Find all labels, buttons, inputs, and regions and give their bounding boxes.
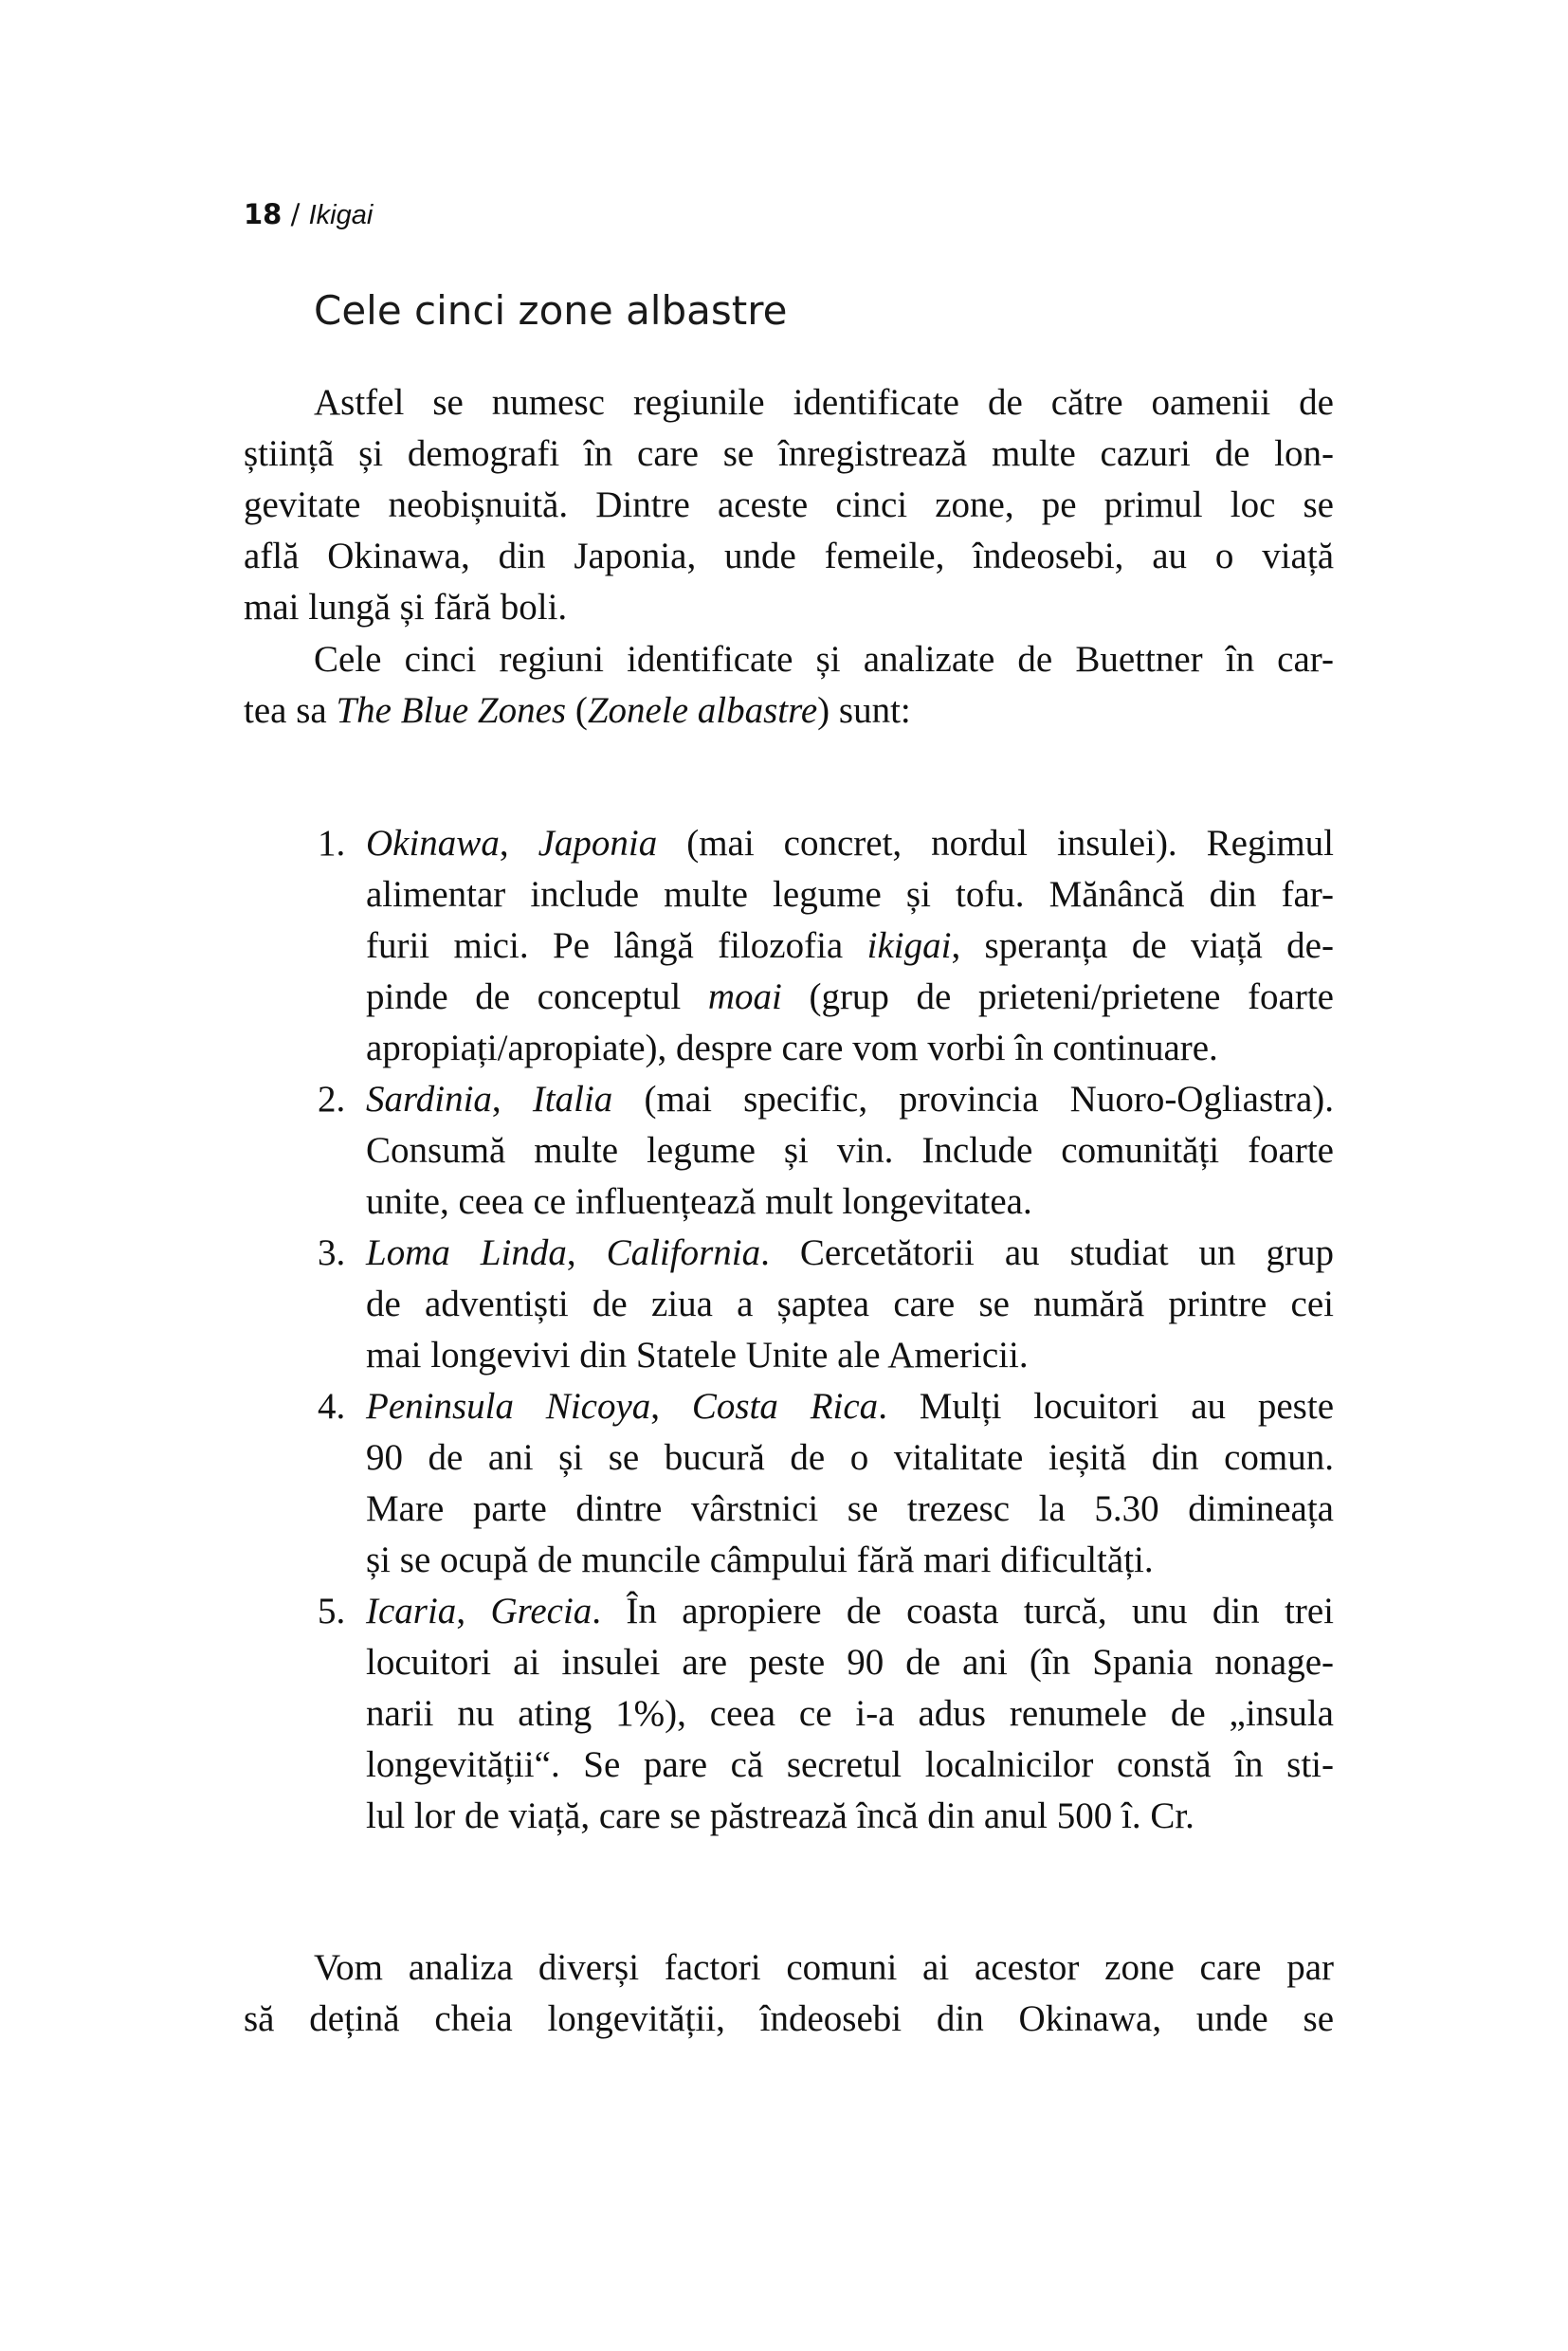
running-header	[244, 195, 373, 234]
text-line	[366, 920, 1334, 972]
text-line	[366, 1688, 1334, 1740]
text-line	[244, 1942, 1334, 1994]
italic-text: Japonia	[538, 823, 658, 864]
text-segment: de adventiști de ziua a șaptea care se numără printre cei	[366, 1284, 1334, 1324]
text-segment: . Mulți locuitori au peste	[878, 1386, 1335, 1427]
text-segment: și se ocupă de muncile câmpului fără mari dificultăți.	[366, 1540, 1154, 1580]
text-line	[244, 1994, 1334, 2045]
list-number: 1.	[318, 823, 346, 864]
text-segment: Astfel se numesc regiunile identificate de către oamenii de	[314, 382, 1334, 423]
italic-text: Icaria	[366, 1591, 457, 1631]
text-segment: Mare parte dintre vârstnici se trezesc la 5.30 dimineața	[366, 1488, 1334, 1529]
text-line	[244, 582, 1334, 633]
paragraph-regions	[244, 634, 1334, 737]
list-item	[244, 1381, 1334, 1586]
text-line	[244, 685, 1334, 737]
text-segment: tea sa	[244, 690, 337, 731]
italic-text: California	[606, 1232, 761, 1273]
text-line	[366, 1637, 1334, 1688]
text-segment: Vom analiza diverși factori comuni ai acestor zone care par	[314, 1947, 1334, 1988]
italic-text: Okinawa	[366, 823, 500, 864]
text-segment: științã și demografi în care se înregistrează multe cazuri de lon-	[244, 433, 1334, 474]
italic-text: moai	[707, 976, 782, 1017]
list-number: 4.	[318, 1386, 346, 1427]
list-number: 5.	[318, 1591, 346, 1631]
text-segment: ,	[491, 1079, 533, 1120]
text-segment: apropiați/apropiate), despre care vom vorbi în continuare.	[366, 1028, 1218, 1068]
text-segment: ,	[499, 823, 538, 864]
list-item	[244, 818, 1334, 1074]
text-segment: , speranța de viață de-	[951, 925, 1334, 966]
text-line	[366, 1023, 1334, 1074]
page-number: 18	[244, 198, 283, 230]
text-line	[366, 1176, 1334, 1228]
text-segment: Cele cinci regiuni identificate și analizate de Buettner în car-	[314, 639, 1334, 680]
text-line	[366, 1279, 1334, 1330]
italic-text: Zonele albastre	[587, 690, 818, 731]
text-segment: furii mici. Pe lângă filozofia	[366, 925, 867, 966]
list-number: 3.	[318, 1232, 346, 1273]
text-line	[366, 1791, 1334, 1842]
text-segment: (	[566, 690, 588, 731]
text-segment: (mai specific, provincia Nuoro-Ogliastra).	[612, 1079, 1334, 1120]
section-heading: Cele cinci zone albastre	[314, 287, 788, 334]
text-segment: locuitori ai insulei are peste 90 de ani (în Spania nonage-	[366, 1642, 1334, 1683]
text-segment: gevitate neobișnuită. Dintre aceste cinci zone, pe primul loc se	[244, 484, 1334, 525]
italic-text: Sardinia	[366, 1079, 492, 1120]
text-line	[366, 1484, 1334, 1535]
paragraph-closing	[244, 1942, 1334, 2045]
text-line	[366, 869, 1334, 920]
text-line	[366, 1432, 1334, 1484]
text-line	[366, 1330, 1334, 1381]
text-line	[366, 1586, 1334, 1637]
italic-text: Peninsula Nicoya	[366, 1386, 651, 1427]
text-segment: lul lor de viață, care se păstrează încă din anul 500 î. Cr.	[366, 1795, 1194, 1836]
text-line	[366, 1125, 1334, 1176]
text-segment: 90 de ani și se bucură de o vitalitate ieșită din comun.	[366, 1437, 1334, 1478]
text-segment: longevității“. Se pare că secretul localnicilor constă în sti-	[366, 1744, 1334, 1785]
text-line	[244, 377, 1334, 428]
paragraph-intro	[244, 377, 1334, 633]
text-line	[366, 1740, 1334, 1791]
text-line	[244, 531, 1334, 582]
italic-text: Costa Rica	[691, 1386, 879, 1427]
text-segment: narii nu ating 1%), ceea ce i-a adus renumele de „insula	[366, 1693, 1334, 1734]
text-segment: ,	[566, 1232, 607, 1273]
text-line	[366, 818, 1334, 869]
list-item	[244, 1228, 1334, 1381]
text-line	[366, 1535, 1334, 1586]
blue-zones-list	[244, 818, 1334, 1842]
list-item	[244, 1074, 1334, 1228]
italic-text: Grecia	[490, 1591, 593, 1631]
text-segment: . În apropiere de coasta turcă, unu din trei	[592, 1591, 1334, 1631]
text-segment: pinde de conceptul	[366, 976, 708, 1017]
text-segment: ,	[456, 1591, 491, 1631]
text-segment: alimentar include multe legume și tofu. Mănâncă din far-	[366, 874, 1334, 915]
text-segment: (grup de prieteni/prietene foarte	[781, 976, 1334, 1017]
italic-text: ikigai	[866, 925, 952, 966]
list-number: 2.	[318, 1079, 346, 1120]
text-segment: (mai concret, nordul insulei). Regimul	[657, 823, 1334, 864]
text-line	[366, 1381, 1334, 1432]
text-segment: . Cercetătorii au studiat un grup	[760, 1232, 1334, 1273]
text-segment: ) sunt:	[817, 690, 911, 731]
text-line	[244, 480, 1334, 531]
text-line	[244, 428, 1334, 480]
text-line	[366, 1228, 1334, 1279]
italic-text: Loma Linda	[366, 1232, 567, 1273]
text-line	[244, 634, 1334, 685]
list-item	[244, 1586, 1334, 1842]
text-segment: unite, ceea ce influențează mult longevitatea.	[366, 1181, 1032, 1222]
text-segment: află Okinawa, din Japonia, unde femeile, îndeosebi, au o viață	[244, 536, 1334, 576]
text-line	[366, 972, 1334, 1023]
text-segment: mai lungă și fără boli.	[244, 587, 568, 628]
book-title: Ikigai	[308, 200, 374, 230]
text-segment: mai longevivi din Statele Unite ale Americii.	[366, 1335, 1029, 1376]
text-segment: să dețină cheia longevității, îndeosebi din Okinawa, unde se	[244, 1998, 1334, 2039]
text-segment: ,	[650, 1386, 692, 1427]
text-segment: Consumă multe legume și vin. Include comunități foarte	[366, 1130, 1334, 1171]
text-line	[366, 1074, 1334, 1125]
italic-text: The Blue Zones	[336, 690, 567, 731]
italic-text: Italia	[532, 1079, 613, 1120]
header-separator: /	[282, 198, 309, 230]
